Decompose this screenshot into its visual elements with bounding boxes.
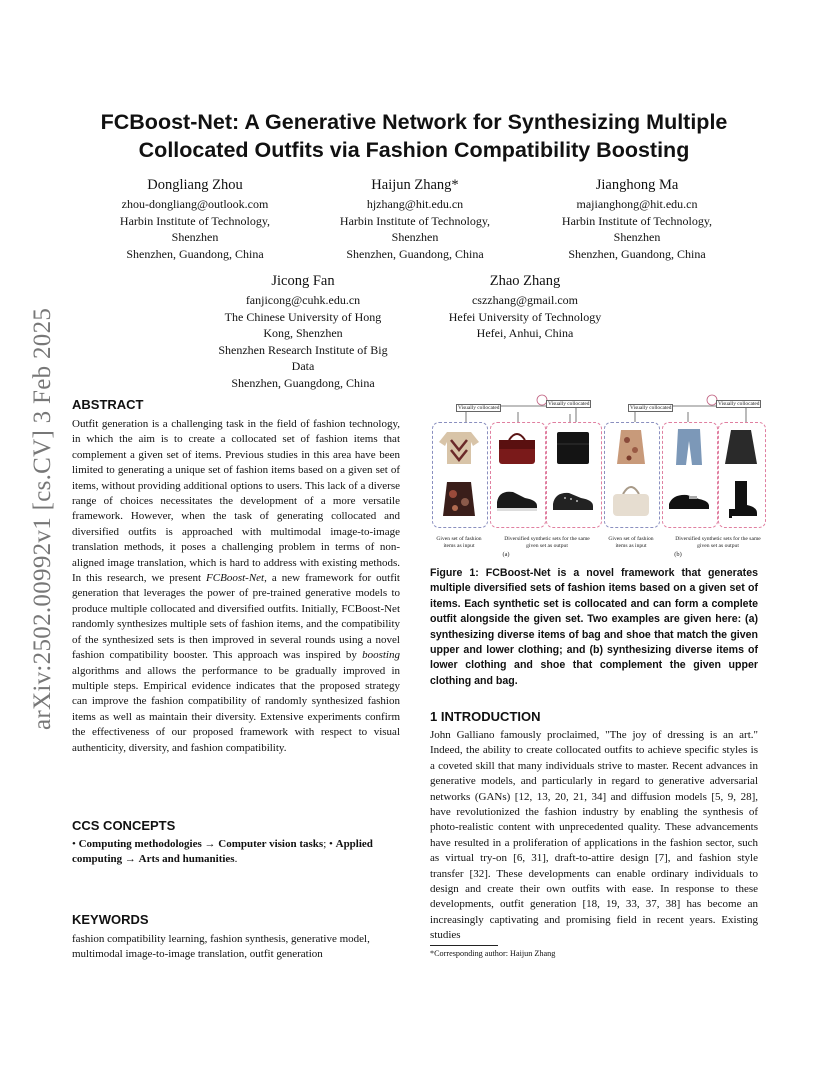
abstract-text-part: Outfit generation is a challenging task in the field of fashion technology, in which the aim is to create a collocated set of fashion items that complement a given set of items. Previous studies in this area have been limited to generating a unique set of fashion items based on a given set of items, without providing additional options to users. This lack of a diverse range of choices necessitates the development of a more versatile framework. However, when the task of generating collocated and diversified outfits is approached with multimodal image-to-image translation methods, it poses a challenging problem in terms of non-aligned image translation, which is hard to address with existing methods. In this research, we present — [72, 418, 400, 585]
ccs-item: Computing methodologies — [78, 838, 202, 850]
abstract-boosting-term: boosting — [362, 649, 400, 662]
studded-shoe-image — [548, 478, 598, 520]
author-location: Shenzhen, Guandong, China — [346, 246, 484, 261]
black-skirt-image — [716, 426, 766, 468]
ccs-end: . — [234, 853, 238, 866]
title-line-1: FCBoost-Net: A Generative Network for Synthesizing Multiple — [100, 110, 728, 134]
author-affiliation: Harbin Institute of Technology, — [119, 213, 271, 228]
ccs-item: Arts and humanities — [138, 853, 235, 866]
figure-tag-visually-collocated: Visually collocated — [548, 401, 590, 407]
paper-title — [60, 108, 768, 164]
figure-tag-visually-collocated: Visually collocated — [718, 401, 760, 407]
ccs-arrow: → — [124, 853, 136, 866]
author-name: Zhao Zhang — [489, 273, 561, 289]
author-name: Haijun Zhang* — [371, 177, 459, 193]
author-block — [198, 272, 408, 391]
figure-b-given-label: Given set of fashion items as input — [608, 536, 654, 549]
footnote: *Corresponding author: Haijun Zhang — [430, 949, 556, 958]
ccs-concepts-text — [72, 837, 400, 868]
title-line-2: Collocated Outfits via Fashion Compatibility Boosting — [138, 138, 690, 162]
figure-b-output-label: Diversified synthetic sets for the same given set as output — [675, 536, 761, 549]
arxiv-stamp: arXiv:2502.00992v1 [cs.CV] 3 Feb 2025 — [29, 307, 56, 730]
sweater-image — [434, 426, 484, 468]
author-email: hjzhang@hit.edu.cn — [366, 197, 464, 211]
author-name: Jicong Fan — [271, 273, 335, 289]
ccs-arrow: → — [204, 838, 216, 850]
intro-heading: 1 INTRODUCTION — [430, 709, 541, 724]
author-affiliation: Kong, Shenzhen — [263, 326, 343, 340]
blouse-image — [606, 426, 656, 468]
abstract-heading: ABSTRACT — [72, 397, 144, 412]
author-affiliation: Harbin Institute of Technology, — [339, 213, 491, 228]
keywords-heading: KEYWORDS — [72, 912, 149, 927]
figure-tag-visually-collocated: Visually collocated — [630, 405, 672, 411]
author-email: zhou-dongliang@outlook.com — [121, 197, 269, 211]
figure-a-output-label: Diversified synthetic sets for the same given set as output — [504, 536, 590, 549]
author-affiliation: The Chinese University of Hong — [224, 309, 382, 324]
floral-skirt-image — [434, 478, 484, 520]
author-block — [90, 176, 300, 262]
abstract-text-part: , a new framework for outfit generation that leverages the power of pre-trained generative models to produce multiple collocated and diversified outfits. Initially, FCBoost-Net randomly synthesizes multiple sets of fashion items, and the compatibility of the synthesized sets is then improved in several rounds using a novel fashion compatibility booster. This approach was inspired by — [72, 572, 400, 662]
author-location: Shenzhen, Guandong, China — [126, 246, 264, 261]
beige-bag-image — [606, 478, 656, 520]
author-affiliation: Hefei University of Technology — [448, 309, 602, 324]
author-block — [420, 272, 630, 342]
author-affiliation: Data — [291, 359, 315, 373]
author-affiliation: Shenzhen — [391, 230, 439, 244]
footnote-rule — [430, 945, 498, 946]
figure-1 — [430, 392, 766, 562]
keywords-text: fashion compatibility learning, fashion synthesis, generative model, multimodal image-to-image translation, outfit generation — [72, 933, 370, 961]
black-boot-image — [716, 478, 766, 520]
red-bag-image — [492, 426, 542, 468]
author-affiliation: Shenzhen — [171, 230, 219, 244]
abstract-text — [72, 417, 400, 756]
black-bag-image — [548, 426, 598, 468]
author-location: Shenzhen, Guandong, China — [568, 246, 706, 261]
author-affiliation: Shenzhen Research Institute of Big — [218, 342, 388, 357]
abstract-framework-name: FCBoost-Net — [206, 572, 265, 585]
ccs-heading: CCS CONCEPTS — [72, 818, 176, 833]
ccs-separator: ; • — [323, 838, 333, 850]
figure-a-given-label: Given set of fashion items as input — [436, 536, 482, 549]
ccs-item: Applied computing — [72, 838, 373, 866]
loafer-image — [664, 478, 714, 520]
ccs-item: Computer vision tasks — [218, 838, 324, 850]
black-sneaker-image — [492, 478, 542, 520]
ccs-bullet: • — [72, 838, 76, 850]
intro-text: John Galliano famously proclaimed, "The joy of dressing is an art." Indeed, the ability to create collocated outfits to achieve specific styles is a coveted skill that many individuals strive to master. Recent advances in generative models, and particularly in regard to generative adversarial networks (GANs) [12, 13, 20, 21, 34] and diffusion models [5, 9, 28], have revolutionized the fashion industry by enabling the synthesis of photo-realistic content with unprecedented quality. These advancements have resulted in a proliferation of applications in the fashion sector, such as virtual try-on [6, 31], draft-to-attire design [7], and fashion style transfer [32]. These developments can enable ordinary individuals to design and create their own outfits with ease. In response to these developments, outfit generation [18, 19, 33, 37, 38] has become an increasingly captivating and promising field in recent years. Existing studies — [430, 729, 758, 942]
figure-caption: Figure 1: FCBoost-Net is a novel framework that generates multiple diversified sets of fashion items based on a given set of items. Each synthetic set is collocated and can form a complete outfit alongside the given set. Two examples are given here: (a) synthesizing diverse items of bag and shoe that match the given upper and lower clothing; and (b) synthesizing diverse items of lower clothing and shoe that complement the given upper clothing and bag. — [430, 567, 758, 687]
author-block — [532, 176, 742, 262]
author-affiliation: Shenzhen — [613, 230, 661, 244]
abstract-text-part: algorithms and allows the performance to be gradually improved in multiple steps. Empirical evidence indicates that the proposed strategy can improve the fashion compatibility of randomly synthesized fashion items as well as maintain their diversity. Extensive experiments confirm the effectiveness of our proposed framework with respect to visual authenticity, diversity, and fashion compatibility. — [72, 664, 400, 754]
jeans-image — [664, 426, 714, 468]
figure-tag-a: (a) — [502, 551, 510, 558]
author-affiliation: Harbin Institute of Technology, — [561, 213, 713, 228]
author-block — [310, 176, 520, 262]
author-name: Jianghong Ma — [595, 177, 679, 193]
author-location: Hefei, Anhui, China — [476, 326, 574, 340]
author-email: fanjicong@cuhk.edu.cn — [245, 293, 361, 307]
author-location: Shenzhen, Guangdong, China — [231, 375, 375, 390]
figure-tag-visually-collocated: Visually collocated — [458, 405, 500, 411]
author-email: cszzhang@gmail.com — [471, 293, 578, 307]
figure-tag-b: (b) — [674, 551, 682, 558]
author-email: majianghong@hit.edu.cn — [576, 197, 698, 211]
author-name: Dongliang Zhou — [147, 177, 243, 193]
